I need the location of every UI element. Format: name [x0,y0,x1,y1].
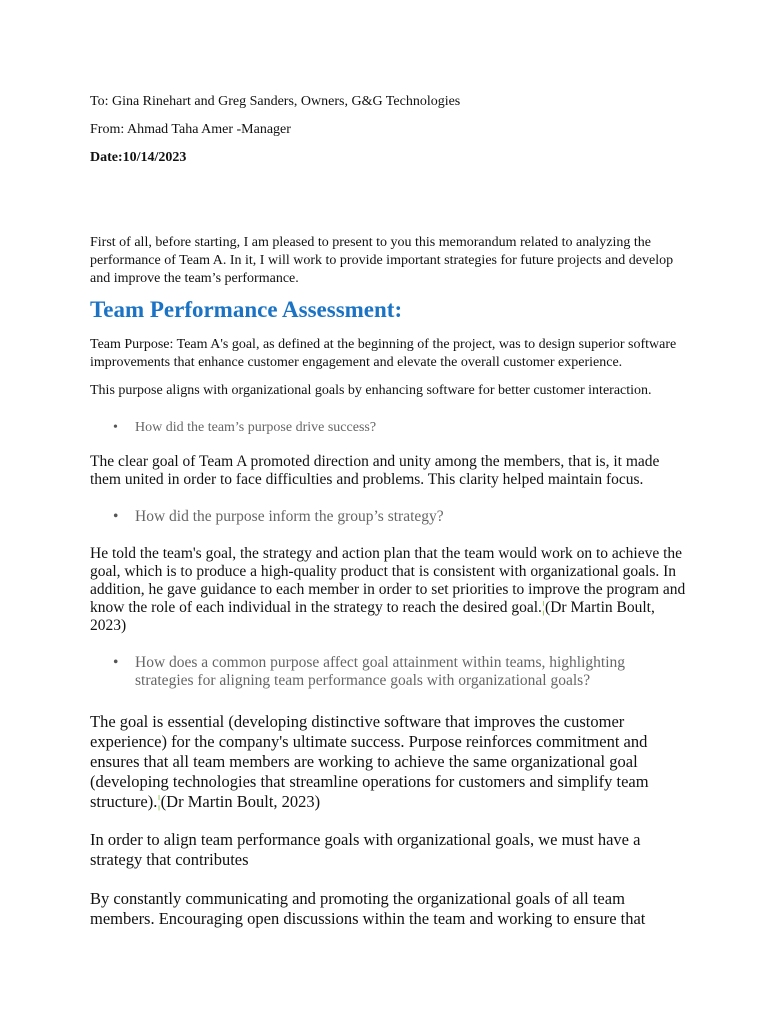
answer-text: structure). [90,792,158,811]
comment-mark-icon: ¦ [541,599,546,616]
communicate-paragraph [90,889,645,929]
memo-from: From: Ahmad Taha Amer -Manager [90,122,291,137]
purpose-line: Team Purpose: Team A's goal, as defined at the beginning of the project, was to design superior software [90,337,677,352]
answer-line: goal, which is to produce a high-quality product that is consistent with organizational goals. In [90,563,677,580]
answer-line [90,599,685,617]
team-purpose-paragraph [90,336,676,372]
question-line: How does a common purpose affect goal attainment within teams, highlighting [135,654,626,671]
answer-line [90,792,649,812]
answer-line: experience) for the company's ultimate success. Purpose reinforces commitment and [90,732,648,751]
answer-line: them united in order to face difficulties and problems. This clarity helped maintain focus. [90,471,644,488]
intro-line: First of all, before starting, I am pleased to present to you this memorandum related to analyzing the [90,235,652,250]
answer-line: 2023) [90,617,127,634]
memo-to: To: Gina Rinehart and Greg Sanders, Owners, G&G Technologies [90,94,461,109]
question-text: How did the team’s purpose drive success? [135,420,377,435]
answer-line: addition, he gave guidance to each member in order to set priorities to improve the program and [90,581,686,598]
memo-date: Date:10/14/2023 [90,150,187,165]
answer-line: He told the team's goal, the strategy and action plan that the team would work on to achieve the [90,545,683,562]
purpose-aligns-paragraph: This purpose aligns with organizational goals by enhancing software for better customer interaction. [90,383,652,398]
section-heading: Team Performance Assessment: [90,297,403,322]
intro-line: and improve the team’s performance. [90,271,299,286]
answer-paragraph-3 [90,712,649,812]
purpose-line: improvements that enhance customer engagement and elevate the overall customer experience. [90,355,623,370]
intro-paragraph [90,234,673,288]
citation: (Dr Martin Boult, [545,599,655,616]
intro-line: performance of Team A. In it, I will work to provide important strategies for future projects and develop [90,253,674,268]
answer-line: (developing technologies that streamline operations for customers and simplify team [90,772,649,791]
align-line: In order to align team performance goals with organizational goals, we must have a [90,830,641,849]
question-line: strategies for aligning team performance goals with organizational goals? [135,672,591,689]
question-text: How did the purpose inform the group’s strategy? [135,508,444,525]
question-text [135,654,695,690]
communicate-line: By constantly communicating and promoting the organizational goals of all team [90,889,625,908]
communicate-line: members. Encouraging open discussions within the team and working to ensure that [90,909,646,928]
bullet-icon: • [113,508,119,525]
bullet-icon: • [113,654,119,671]
answer-line: ensures that all team members are working to achieve the same organizational goal [90,752,638,771]
comment-mark-icon: ¦ [157,792,161,811]
question-bullet-3 [113,654,693,698]
answer-paragraph-1 [90,453,659,489]
answer-line: The clear goal of Team A promoted direction and unity among the members, that is, it made [90,453,660,470]
answer-paragraph-2 [90,545,685,635]
bullet-icon: • [113,420,118,435]
align-line: strategy that contributes [90,850,249,869]
answer-text: know the role of each individual in the strategy to reach the desired goal. [90,599,542,616]
citation: (Dr Martin Boult, 2023) [160,792,321,811]
align-paragraph [90,830,640,870]
answer-line: The goal is essential (developing distinctive software that improves the customer [90,712,625,731]
